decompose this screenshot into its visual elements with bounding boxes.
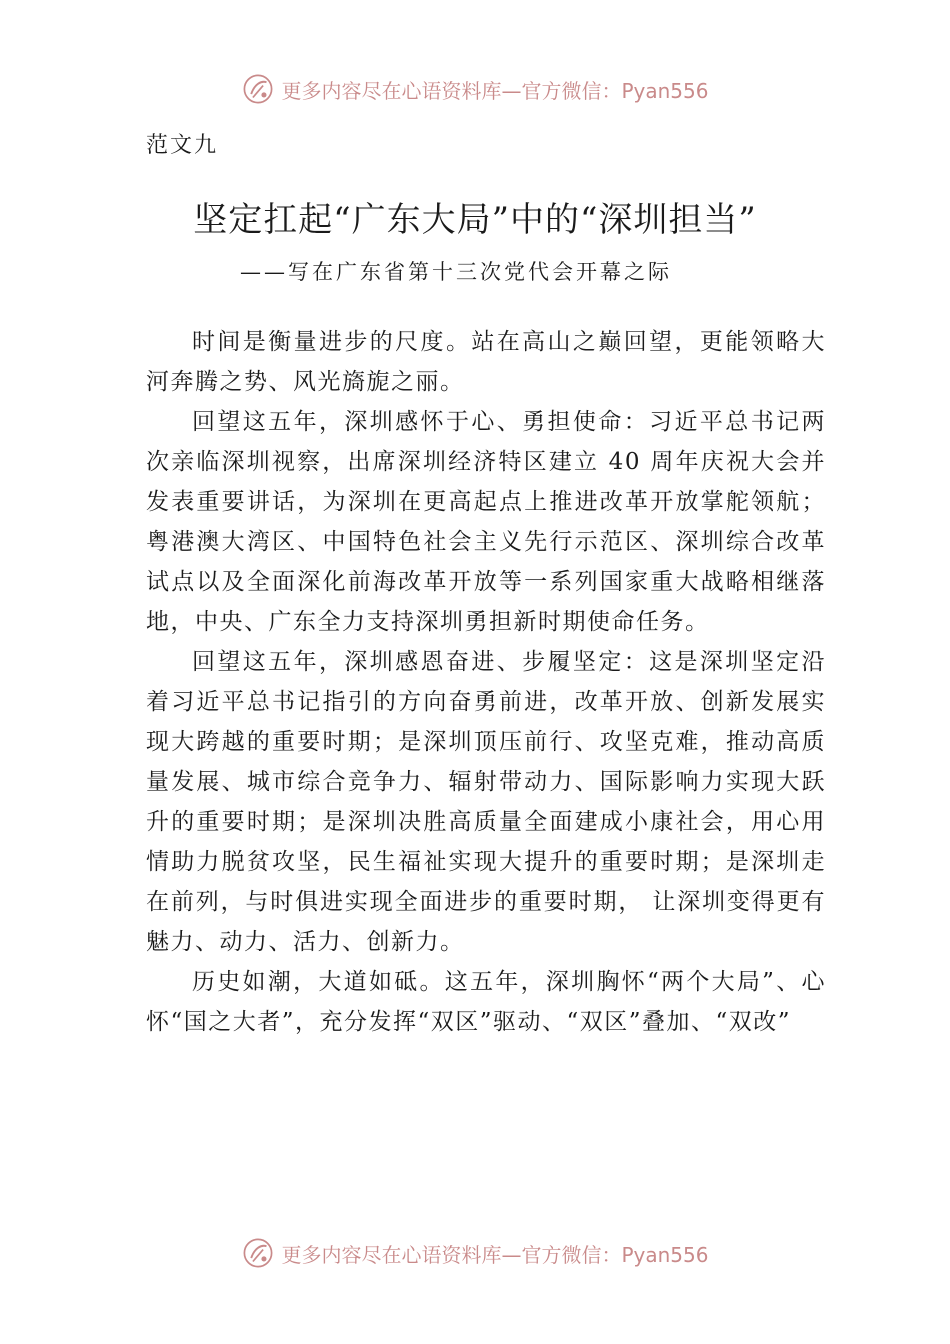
watermark-logo-icon [241, 1236, 275, 1270]
paragraph: 回望这五年，深圳感恩奋进、步履坚定：这是深圳坚定沿着习近平总书记指引的方向奋勇前进，改革开放、创新发展实现大跨越的重要时期；是深圳顶压前行、攻坚克难，推动高质量发展、城市综合竞争力、辐射带动力、国际影响力实现大跃升的重要时期；是深圳决胜高质量全面建成小康社会，用心用情助力脱贫攻坚，民生福祉实现大提升的重要时期；是深圳走在前列，与时俱进实现全面进步的重要时期， 让深圳变得更有魅力、动力、活力、创新力。 [146, 649, 826, 955]
document-title: 坚定扛起“广东大局”中的“深圳担当” [193, 200, 757, 240]
watermark-text: 更多内容尽在心语资料库—官方微信：Pyan556 [281, 78, 709, 103]
watermark-logo-icon [241, 72, 275, 106]
paragraph: 回望这五年，深圳感怀于心、勇担使命：习近平总书记两次亲临深圳视察，出席深圳经济特区建立 40 周年庆祝大会并发表重要讲话，为深圳在更高起点上推进改革开放掌舵领航；粤港澳大湾区、中国特色社会主义先行示范区、深圳综合改革试点以及全面深化前海改革开放等一系列国家重大战略相继落地，中央、广东全力支持深圳勇担新时期使命任务。 [146, 409, 826, 635]
watermark-footer [0, 1236, 950, 1270]
paragraph: 时间是衡量进步的尺度。站在高山之巅回望，更能领略大河奔腾之势、风光旖旎之丽。 [146, 329, 826, 395]
paragraph: 历史如潮，大道如砥。这五年，深圳胸怀“两个大局”、心怀“国之大者”，充分发挥“双区”驱动、“双区”叠加、“双改” [146, 969, 826, 1035]
document-body [146, 322, 826, 1042]
document-subtitle: ——写在广东省第十三次党代会开幕之际 [240, 260, 672, 284]
section-label: 范文九 [146, 133, 219, 158]
watermark-header [0, 72, 950, 106]
watermark-text: 更多内容尽在心语资料库—官方微信：Pyan556 [281, 1242, 709, 1267]
